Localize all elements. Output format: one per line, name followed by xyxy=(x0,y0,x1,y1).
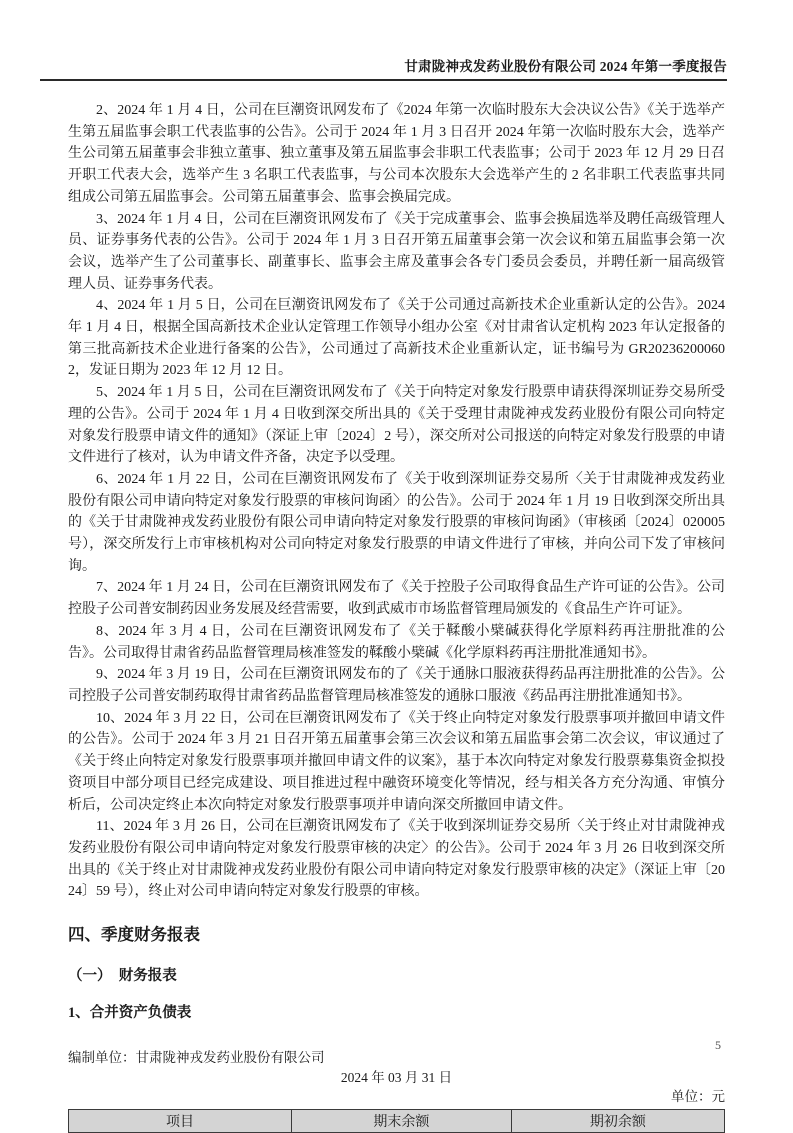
report-paragraph-3: 3、2024 年 1 月 4 日，公司在巨潮资讯网发布了《关于完成董事会、监事会换届选举及聘任高级管理人员、证券事务代表的公告》。公司于 2024 年 1 月 3 日召开第五届董事会第一次会议和第五届监事会第一次会议，选举产生了公司董事长、副董事长、监事会主席及董事会各专门委员会委员，并聘任新一届高级管理人员、证券事务代表。 xyxy=(68,211,725,292)
balance-sheet-header-row xyxy=(69,1109,725,1132)
unit-label: 单位：元 xyxy=(671,1088,725,1104)
page-number: 5 xyxy=(715,1038,721,1052)
report-paragraph-9: 9、2024 年 3 月 19 日，公司在巨潮资讯网发布的了《关于通脉口服液获得药品再注册批准的公告》。公司控股子公司普安制药取得甘肃省药品监督管理局核准签发的通脉口服液《药品再注册批准通知书》。 xyxy=(68,667,725,704)
report-paragraph-10: 10、2024 年 3 月 22 日，公司在巨潮资讯网发布了《关于终止向特定对象发行股票事项并撤回申请文件的公告》。公司于 2024 年 3 月 21 日召开第五届董事会第三次会议和第五届监事会第二次会议，审议通过了《关于终止向特定对象发行股票事项并撤回申请文件的议案》，基于本次向特定对象发行股票募集资金拟投资项目中部分项目已经完成建设、项目推进过程中融资环境变化等情况，经与相关各方充分沟通、审慎分析后，公司决定终止本次向特定对象发行股票事项并申请向深交所撤回申请文件。 xyxy=(68,710,725,813)
column-header-item: 项目 xyxy=(69,1109,292,1132)
report-header-title: 甘肃陇神戎发药业股份有限公司 2024 年第一季度报告 xyxy=(404,59,727,74)
page-header xyxy=(40,55,727,81)
column-header-beginning-balance: 期初余额 xyxy=(511,1109,724,1132)
balance-sheet-table xyxy=(68,1109,725,1133)
report-paragraph-11: 11、2024 年 3 月 26 日，公司在巨潮资讯网发布了《关于收到深圳证券交易所〈关于终止对甘肃陇神戎发药业股份有限公司申请向特定对象发行股票审核的决定〉的公告》。公司于 2024 年 3 月 26 日收到深交所出具的《关于终止对甘肃陇神戎发药业股份有限公司申请向特定对象发行股票审核的决定》（深证上审〔2024〕59 号），终止对公司申请向特定对象发行股票的审核。 xyxy=(68,819,725,900)
report-paragraph-6: 6、2024 年 1 月 22 日，公司在巨潮资讯网发布了《关于收到深圳证券交易所〈关于甘肃陇神戎发药业股份有限公司申请向特定对象发行股票的审核问询函〉的公告》。公司于 2024 年 1 月 19 日收到深交所出具的《关于甘肃陇神戎发药业股份有限公司申请向特定对象发行股票的审核问询函》（审核函〔2024〕020005 号），深交所发行上市审核机构对公司向特定对象发行股票的申请文件进行了审核，并向公司下发了审核问询。 xyxy=(68,471,725,574)
table-heading-consolidated-balance-sheet: 1、合并资产负债表 xyxy=(68,1004,192,1021)
document-body xyxy=(68,100,725,1133)
report-paragraph-7: 7、2024 年 1 月 24 日，公司在巨潮资讯网发布了《关于控股子公司取得食品生产许可证的公告》。公司控股子公司普安制药因业务发展及经营需要，收到武威市市场监督管理局颁发的《食品生产许可证》。 xyxy=(68,580,725,618)
chapter-heading-quarterly-financial-statements: 四、季度财务报表 xyxy=(68,925,200,945)
sub-heading-financial-statements: （一） 财务报表 xyxy=(68,967,177,984)
statement-date-line: 2024 年 03 月 31 日 xyxy=(340,1070,453,1086)
column-header-ending-balance: 期末余额 xyxy=(292,1109,512,1132)
prepared-by-line: 编制单位：甘肃陇神戎发药业股份有限公司 xyxy=(68,1049,325,1065)
report-paragraph-5: 5、2024 年 1 月 5 日，公司在巨潮资讯网发布了《关于向特定对象发行股票申请获得深圳证券交易所受理的公告》。公司于 2024 年 1 月 4 日收到深交所出具的《关于受理甘肃陇神戎发药业股份有限公司向特定对象发行股票申请文件的通知》（深证上审〔2024〕2 号），深交所对公司报送的向特定对象发行股票的申请文件进行了核对，认为申请文件齐备，决定予以受理。 xyxy=(68,385,725,466)
report-paragraph-8: 8、2024 年 3 月 4 日，公司在巨潮资讯网发布了《关于鞣酸小檗碱获得化学原料药再注册批准的公告》。公司取得甘肃省药品监督管理局核准签发的鞣酸小檗碱《化学原料药再注册批准通知书》。 xyxy=(68,623,725,661)
report-paragraph-2: 2、2024 年 1 月 4 日，公司在巨潮资讯网发布了《2024 年第一次临时股东大会决议公告》《关于选举产生第五届监事会职工代表监事的公告》。公司于 2024 年 1 月 3 日召开 2024 年第一次临时股东大会，选举产生公司第五届董事会非独立董事、独立董事及第五届监事会非职工代表监事；公司于 2023 年 12 月 29 日召开职工代表大会，选举产生 3 名职工代表监事，与公司本次股东大会选举产生的 2 名非职工代表监事共同组成公司第五届监事会。公司第五届董事会、监事会换届完成。 xyxy=(68,103,725,205)
header-rule xyxy=(40,79,727,81)
report-paragraph-4: 4、2024 年 1 月 5 日，公司在巨潮资讯网发布了《关于公司通过高新技术企业重新认定的公告》。2024 年 1 月 4 日，根据全国高新技术企业认定管理工作领导小组办公室《对甘肃省认定机构 2023 年认定报备的第三批高新技术企业进行备案的公告》，公司通过了高新技术企业重新认定，证书编号为 GR202362000602，发证日期为 2023 年 12 月 12 日。 xyxy=(68,298,725,379)
